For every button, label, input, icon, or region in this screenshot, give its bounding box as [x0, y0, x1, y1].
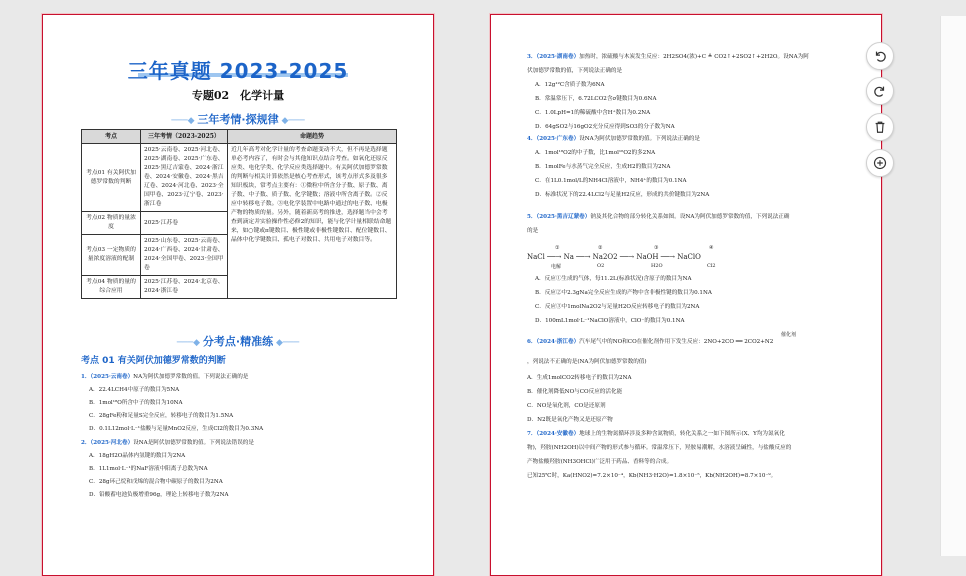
- question-option: B．1L1mol·L⁻¹的NaF溶液中阳离子总数为NA: [89, 466, 208, 472]
- question-option: A．生成1molCO2转移电子的数目为2NA: [527, 375, 632, 381]
- table-cell-trend: 近几年高考对化学计量的考查命题变动不大，但不再是选择题单必考内容了，有时会与其他知识点结合考查。如氧化还原反应类、电化学类、化学反应类选择题中。有关阿伏加德罗常数的判断与相关计算依然是核心考查形式，该考点形式多及很多知识板块，常考点主要有：①微粒中所含分子数、原子数、离子数、中子数、质子数、化学键数；溶液中所含离子数。②反应中转移电子数。③电化学装置中电路中通过的电子数、电极产物的物质的量。另外，随着新高考的推进，选择题当中会考查到滴定并实验操作性必修2的知识，能与化学计量相联结命题来，如○键或π键数目、极性键或非极性键数目、配位键数目、晶体中化学键数目、孤电子对数目、共用电子对数目等。: [228, 144, 397, 299]
- exam-table: [81, 129, 397, 299]
- question-option: C．NO是氧化剂，CO是还原剂: [527, 403, 606, 409]
- section-heading-text: 分考点·精准练: [202, 335, 274, 348]
- question-line: 产物盐酸羟胺(NH3OHCl)广泛用于药品、香料等的合成。: [527, 459, 673, 465]
- table-header: 考点: [82, 130, 141, 144]
- question-line: 6．（2024·浙江卷）汽车尾气中的NO和CO在催化剂作用下发生反应：2NO+2CO ══ 2CO2+N2: [527, 339, 774, 345]
- question-option: C．在1L0.1mol/L的NH4Cl溶液中，NH4⁺的数目为0.1NA: [535, 178, 687, 184]
- document-title: 三年真题 2023-2025: [127, 59, 349, 83]
- question-option: B．常温常压下，6.72LCO2含σ键数目为0.6NA: [535, 96, 657, 102]
- table-cell-point: 考点01 有关阿伏加德罗常数的判断: [82, 144, 141, 212]
- question-option: B．1molFe与水蒸气完全反应，生成H2的数目为2NA: [535, 164, 671, 170]
- topic-heading: 考点 01 有关阿伏加德罗常数的判断: [81, 356, 226, 366]
- table-cell-point: 考点03 一定物质的量浓度溶液的配制: [82, 235, 141, 276]
- section-heading-trends: ───◆ 三年考情·探规律 ◆───: [171, 113, 305, 126]
- reaction-condition: Cl2: [707, 263, 716, 269]
- question-option: C．28gFe粉和足量S完全反应，转移电子的数目为1.5NA: [89, 413, 234, 419]
- table-header: 三年考情（2023-2025）: [141, 130, 228, 144]
- question-line: 已知25℃时，Ka(HNO2)=7.2×10⁻⁴，Kb(NH3·H2O)=1.8×10⁻⁵，Kb(NH2OH)=8.7×10⁻⁹。: [527, 473, 777, 479]
- add-icon: [873, 156, 887, 170]
- reaction-chain: NaCl ──→ Na ──→ Na2O2 ──→ NaOH ──→ NaClO: [527, 253, 701, 261]
- reaction-condition: H2O: [651, 263, 663, 269]
- table-cell-years: 2025·山东卷、2025·云南卷、2024·广西卷、2024·甘肃卷、2024·全国甲卷、2023·全国甲卷: [141, 235, 228, 276]
- question-option: A．22.4LCH4中原子的数目为5NA: [89, 387, 180, 393]
- rotate-right-icon: [873, 84, 887, 98]
- question-option: D．0.1L12mol·L⁻¹盐酸与足量MnO2反应，生成Cl2的数目为0.3NA: [89, 426, 264, 432]
- trash-icon: [873, 120, 887, 134]
- question-option: A．1mol¹⁸O2的中子数，比1mol¹⁶O2的多2NA: [535, 150, 656, 156]
- question-option: B．催化剂降低NO与CO反应的活化能: [527, 389, 623, 395]
- question-option: A．12g¹²C含质子数为6NA: [535, 82, 605, 88]
- rotate-right-button[interactable]: [866, 77, 894, 105]
- table-header-row: [82, 130, 397, 144]
- table-cell-years: 2025·江苏卷、2024·北京卷、2024·浙江卷: [141, 276, 228, 299]
- rotate-left-icon: [873, 49, 887, 63]
- question-line: 5．（2025·黑吉辽蒙卷）钠及其化合物的部分转化关系如图。设NA为阿伏加德罗常数的值，下列说法正确: [527, 214, 790, 220]
- question-option: C．28g环己烷和戊烯的混合物中碳原子的数目为2NA: [89, 479, 223, 485]
- question-line: 伏加德罗常数的值，下列说法正确的是: [527, 68, 623, 74]
- question-line: 物)，羟胺(NH2OH)以中间产物的形式参与循环。常温常压下，羟胺易潮解，水溶液呈碱性，与盐酸反应的: [527, 445, 792, 451]
- question-line: ，列说法不正确的是(NA为阿伏加德罗常数的值): [527, 359, 647, 365]
- catalyst-label: 催化剂: [781, 332, 797, 338]
- question-option: B．1mol¹⁸O所含中子的数目为10NA: [89, 400, 183, 406]
- question-option: C．反应③中1molNa2O2与足量H2O反应转移电子的数目为2NA: [535, 304, 700, 310]
- document-page-right: [490, 14, 882, 576]
- document-page-left: [42, 14, 434, 576]
- question-line: 2．（2025·河北卷）设NA是阿伏加德罗常数的值。下列说法错误的是: [81, 440, 254, 446]
- document-subtitle: 专题02 化学计量: [191, 89, 285, 102]
- question-line: 1．（2025·云南卷）NA为阿伏加德罗常数的值。下列说法正确的是: [81, 374, 249, 380]
- question-option: D．标准状况下的22.4LCl2与足量H2反应，形成的共价键数目为2NA: [535, 192, 710, 198]
- reaction-step-label: ③: [654, 245, 659, 251]
- reaction-condition: O2: [597, 263, 605, 269]
- section-heading-practice: ───◆ 分考点·精准练 ◆───: [176, 335, 300, 348]
- question-line: 3．（2025·湖南卷）加热时，浓硫酸与木炭发生反应：2H2SO4(浓)+C ≜ CO2↑+2SO2↑+2H2O。设NA为阿: [527, 54, 809, 60]
- question-option: C．1.0LpH=1的稀硫酸中含H⁺数目为0.2NA: [535, 110, 651, 116]
- section-heading-text: 三年考情·探规律: [197, 113, 279, 126]
- question-option: D．N2既是氧化产物又是还原产物: [527, 417, 613, 423]
- table-cell-years: 2025·江苏卷: [141, 212, 228, 235]
- side-panel: [940, 16, 966, 556]
- question-option: D．64gSO2与16gO2充分反应得到SO3的分子数为NA: [535, 124, 675, 130]
- question-line: 4．（2025·广东卷）设NA为阿伏加德罗常数的值。下列说法正确的是: [527, 136, 700, 142]
- reaction-condition: 电解: [551, 264, 562, 270]
- add-page-button[interactable]: [866, 149, 894, 177]
- table-header: 命题趋势: [228, 130, 397, 144]
- table-row: [82, 144, 397, 212]
- question-option: A．18gH2O晶体内氢键的数目为2NA: [89, 453, 186, 459]
- question-option: D．100mL1mol·L⁻¹NaClO溶液中，ClO⁻的数目为0.1NA: [535, 318, 685, 324]
- table-cell-point: 考点04 物质的量的综合应用: [82, 276, 141, 299]
- delete-page-button[interactable]: [866, 113, 894, 141]
- question-option: A．反应①生成的气体，每11.2L(标准状况)含原子的数目为NA: [535, 276, 692, 282]
- question-line: 的是: [527, 228, 539, 234]
- question-option: B．反应②中2.3gNa完全反应生成的产物中含非极性键的数目为0.1NA: [535, 290, 712, 296]
- reaction-step-label: ④: [709, 245, 714, 251]
- question-line: 7．（2024·安徽卷）地球上的生物氮循环涉及多种含氮物质，转化关系之一如下图所示(X、Y均为氮氧化: [527, 431, 785, 437]
- question-option: D．铅酸蓄电池负极增重96g，理论上转移电子数为2NA: [89, 492, 229, 498]
- reaction-step-label: ①: [555, 245, 560, 251]
- table-cell-years: 2025·云南卷、2025·河北卷、2025·湖南卷、2025·广东卷、2025·黑辽吉蒙卷、2024·浙江卷、2024·安徽卷、2024·黑吉辽卷、2024·河北卷、2023·全国甲卷、2023·辽宁卷、2023·浙江卷: [141, 144, 228, 212]
- table-cell-point: 考点02 物质的量浓度: [82, 212, 141, 235]
- reaction-step-label: ②: [598, 245, 603, 251]
- rotate-left-button[interactable]: [866, 42, 894, 70]
